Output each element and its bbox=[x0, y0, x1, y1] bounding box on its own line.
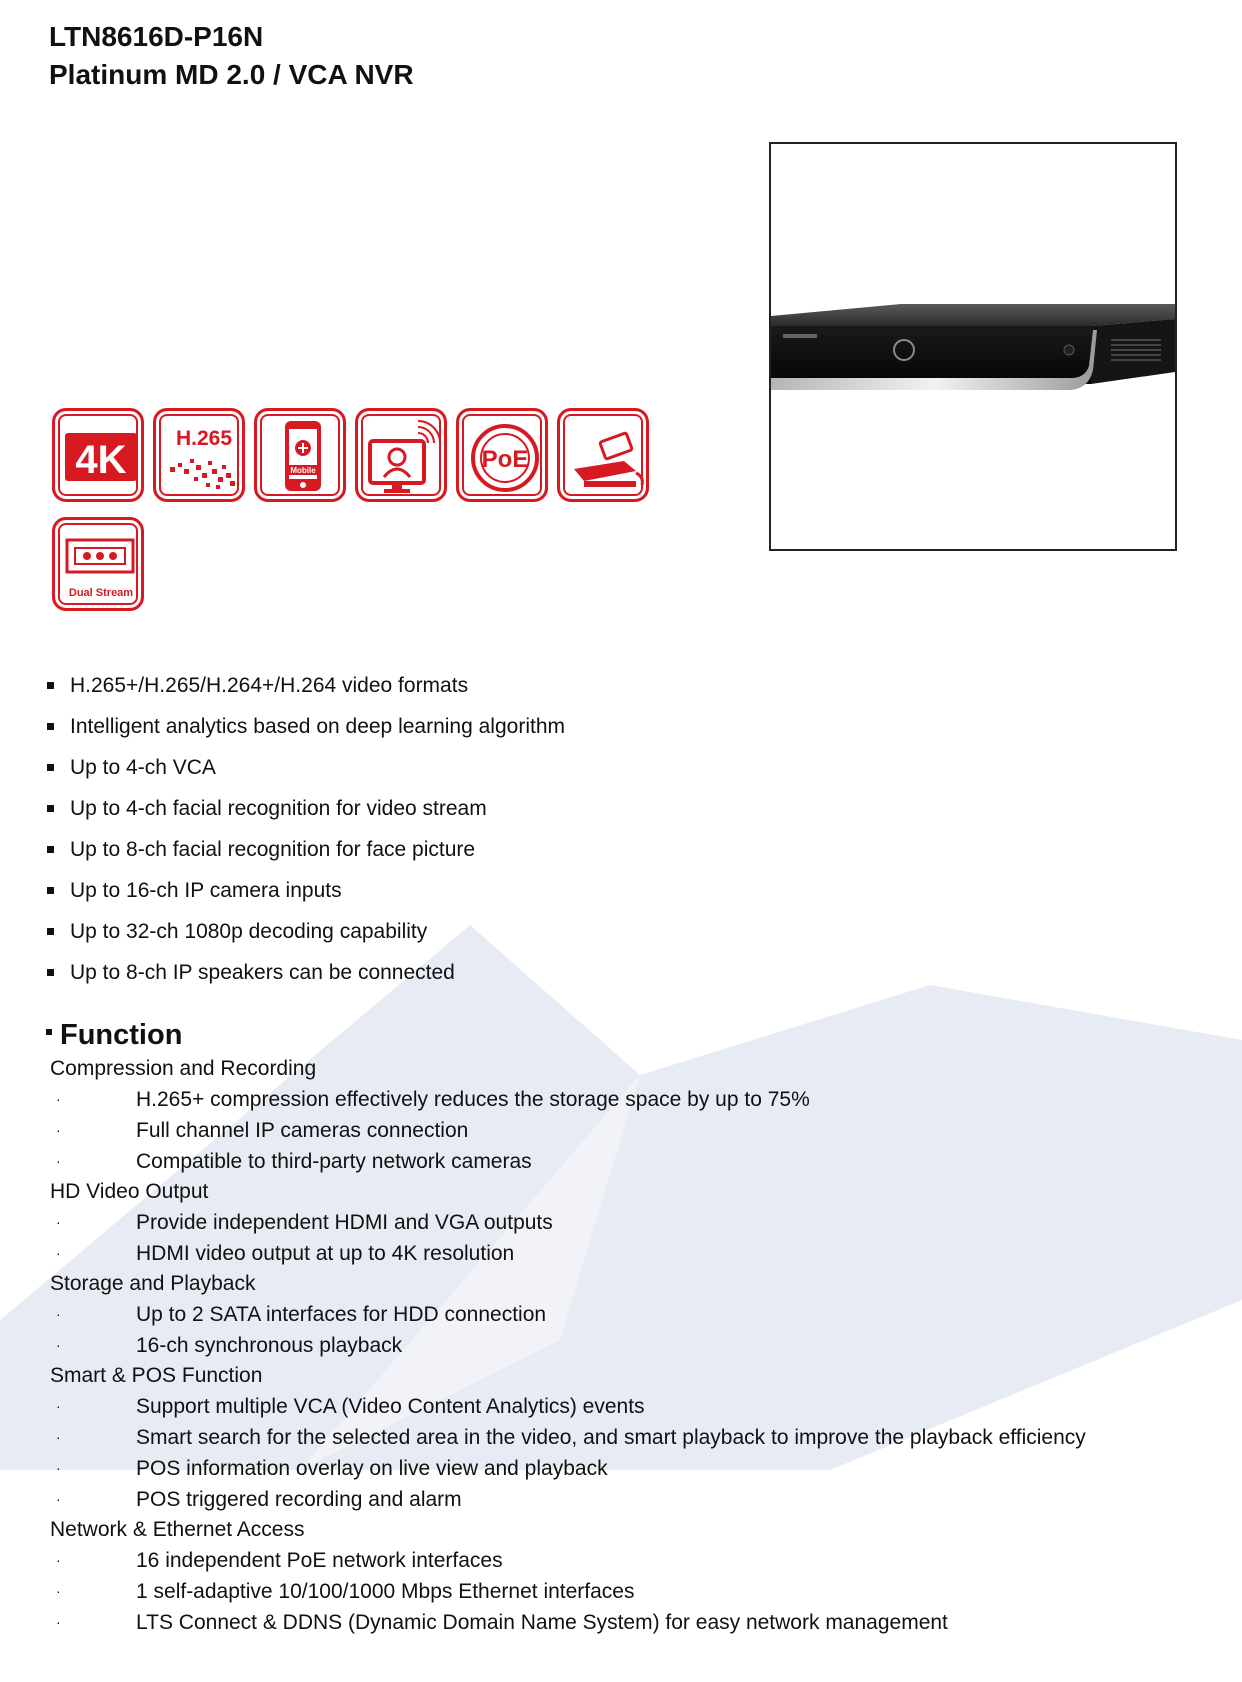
function-item-text: Support multiple VCA (Video Content Analytics) events bbox=[136, 1395, 645, 1418]
function-heading bbox=[46, 1016, 182, 1054]
function-item-text: HDMI video output at up to 4K resolution bbox=[136, 1242, 515, 1265]
feature-text: H.265+/H.265/H.264+/H.264 video formats bbox=[70, 674, 469, 697]
feature-text: Intelligent analytics based on deep learning algorithm bbox=[70, 715, 565, 738]
feature-item bbox=[44, 665, 565, 706]
bullet-dot: · bbox=[56, 1153, 61, 1169]
heading-bullet bbox=[46, 1029, 52, 1035]
bullet-square bbox=[47, 846, 54, 853]
bullet-dot: · bbox=[56, 1491, 61, 1507]
bullet-square bbox=[47, 764, 54, 771]
bullet-dot: · bbox=[56, 1214, 61, 1230]
function-item-text: H.265+ compression effectively reduces the storage space by up to 75% bbox=[136, 1088, 810, 1111]
function-category: Network & Ethernet Access bbox=[50, 1518, 305, 1541]
feature-item bbox=[44, 829, 565, 870]
4k-icon bbox=[52, 408, 144, 502]
bullet-dot: · bbox=[56, 1614, 61, 1630]
product-image bbox=[769, 142, 1177, 551]
bullet-square bbox=[47, 805, 54, 812]
mobile-icon bbox=[254, 408, 346, 502]
feature-text: Up to 4-ch VCA bbox=[70, 756, 216, 779]
feature-text: Up to 4-ch facial recognition for video stream bbox=[70, 797, 487, 820]
model-number: LTN8616D-P16N bbox=[49, 21, 264, 52]
bullet-square bbox=[47, 723, 54, 730]
bullet-dot: · bbox=[56, 1245, 61, 1261]
feature-item bbox=[44, 952, 565, 993]
function-item-text: 16-ch synchronous playback bbox=[136, 1334, 403, 1357]
bullet-dot: · bbox=[56, 1429, 61, 1445]
function-item bbox=[50, 1330, 1190, 1361]
bullet-dot: · bbox=[56, 1122, 61, 1138]
function-item bbox=[50, 1576, 1190, 1607]
pos-icon bbox=[557, 408, 649, 502]
function-item bbox=[50, 1115, 1190, 1146]
function-item bbox=[50, 1607, 1190, 1638]
feature-text: Up to 32-ch 1080p decoding capability bbox=[70, 920, 428, 943]
mobile-label: Mobile bbox=[290, 466, 316, 475]
function-item-text: Smart search for the selected area in the video, and smart playback to improve the playback efficiency bbox=[136, 1426, 1086, 1449]
bullet-dot: · bbox=[56, 1460, 61, 1476]
feature-list bbox=[44, 665, 565, 993]
bullet-dot: · bbox=[56, 1337, 61, 1353]
function-item-text: Up to 2 SATA interfaces for HDD connection bbox=[136, 1303, 547, 1326]
function-item-text: Provide independent HDMI and VGA outputs bbox=[136, 1211, 553, 1234]
function-category: Compression and Recording bbox=[50, 1057, 317, 1080]
dual-stream-label: Dual Stream bbox=[68, 587, 134, 599]
function-category: Storage and Playback bbox=[50, 1272, 256, 1295]
function-item-text: LTS Connect & DDNS (Dynamic Domain Name System) for easy network management bbox=[136, 1611, 948, 1634]
function-item bbox=[50, 1484, 1190, 1515]
function-category: Smart & POS Function bbox=[50, 1364, 263, 1387]
bullet-square bbox=[47, 682, 54, 689]
function-item-text: POS triggered recording and alarm bbox=[136, 1488, 462, 1511]
bullet-dot: · bbox=[56, 1583, 61, 1599]
bullet-square bbox=[47, 969, 54, 976]
poe-icon bbox=[456, 408, 548, 502]
bullet-square bbox=[47, 887, 54, 894]
function-item bbox=[50, 1453, 1190, 1484]
feature-item bbox=[44, 747, 565, 788]
page-title bbox=[49, 18, 414, 94]
function-list bbox=[50, 1054, 1190, 1638]
dual-stream-icon bbox=[52, 517, 144, 611]
nvr-device-image bbox=[771, 144, 1175, 549]
function-item bbox=[50, 1084, 1190, 1115]
function-item bbox=[50, 1238, 1190, 1269]
function-item-text: 16 independent PoE network interfaces bbox=[136, 1549, 503, 1572]
poe-label: PoE bbox=[481, 446, 529, 473]
bullet-dot: · bbox=[56, 1398, 61, 1414]
function-item-text: Full channel IP cameras connection bbox=[136, 1119, 469, 1142]
h265-icon bbox=[153, 408, 245, 502]
bullet-dot: · bbox=[56, 1306, 61, 1322]
feature-text: Up to 8-ch IP speakers can be connected bbox=[70, 961, 455, 984]
bullet-dot: · bbox=[56, 1552, 61, 1568]
feature-item bbox=[44, 870, 565, 911]
bullet-dot: · bbox=[56, 1091, 61, 1107]
function-item bbox=[50, 1207, 1190, 1238]
function-item bbox=[50, 1422, 1190, 1453]
feature-text: Up to 16-ch IP camera inputs bbox=[70, 879, 342, 902]
feature-text: Up to 8-ch facial recognition for face picture bbox=[70, 838, 476, 861]
function-item bbox=[50, 1545, 1190, 1576]
function-heading-text: Function bbox=[60, 1019, 183, 1051]
function-item bbox=[50, 1391, 1190, 1422]
feature-item bbox=[44, 911, 565, 952]
feature-item bbox=[44, 788, 565, 829]
function-item-text: Compatible to third-party network cameras bbox=[136, 1150, 532, 1173]
function-item-text: POS information overlay on live view and playback bbox=[136, 1457, 608, 1480]
function-item bbox=[50, 1146, 1190, 1177]
remote-monitoring-icon bbox=[355, 408, 447, 502]
function-item-text: 1 self-adaptive 10/100/1000 Mbps Ethernet interfaces bbox=[136, 1580, 635, 1603]
h265-label: H.265 bbox=[175, 427, 233, 450]
4k-label: 4K bbox=[75, 438, 127, 482]
product-subtitle: Platinum MD 2.0 / VCA NVR bbox=[49, 59, 414, 90]
bullet-square bbox=[47, 928, 54, 935]
feature-item bbox=[44, 706, 565, 747]
function-item bbox=[50, 1299, 1190, 1330]
function-category: HD Video Output bbox=[50, 1180, 209, 1203]
